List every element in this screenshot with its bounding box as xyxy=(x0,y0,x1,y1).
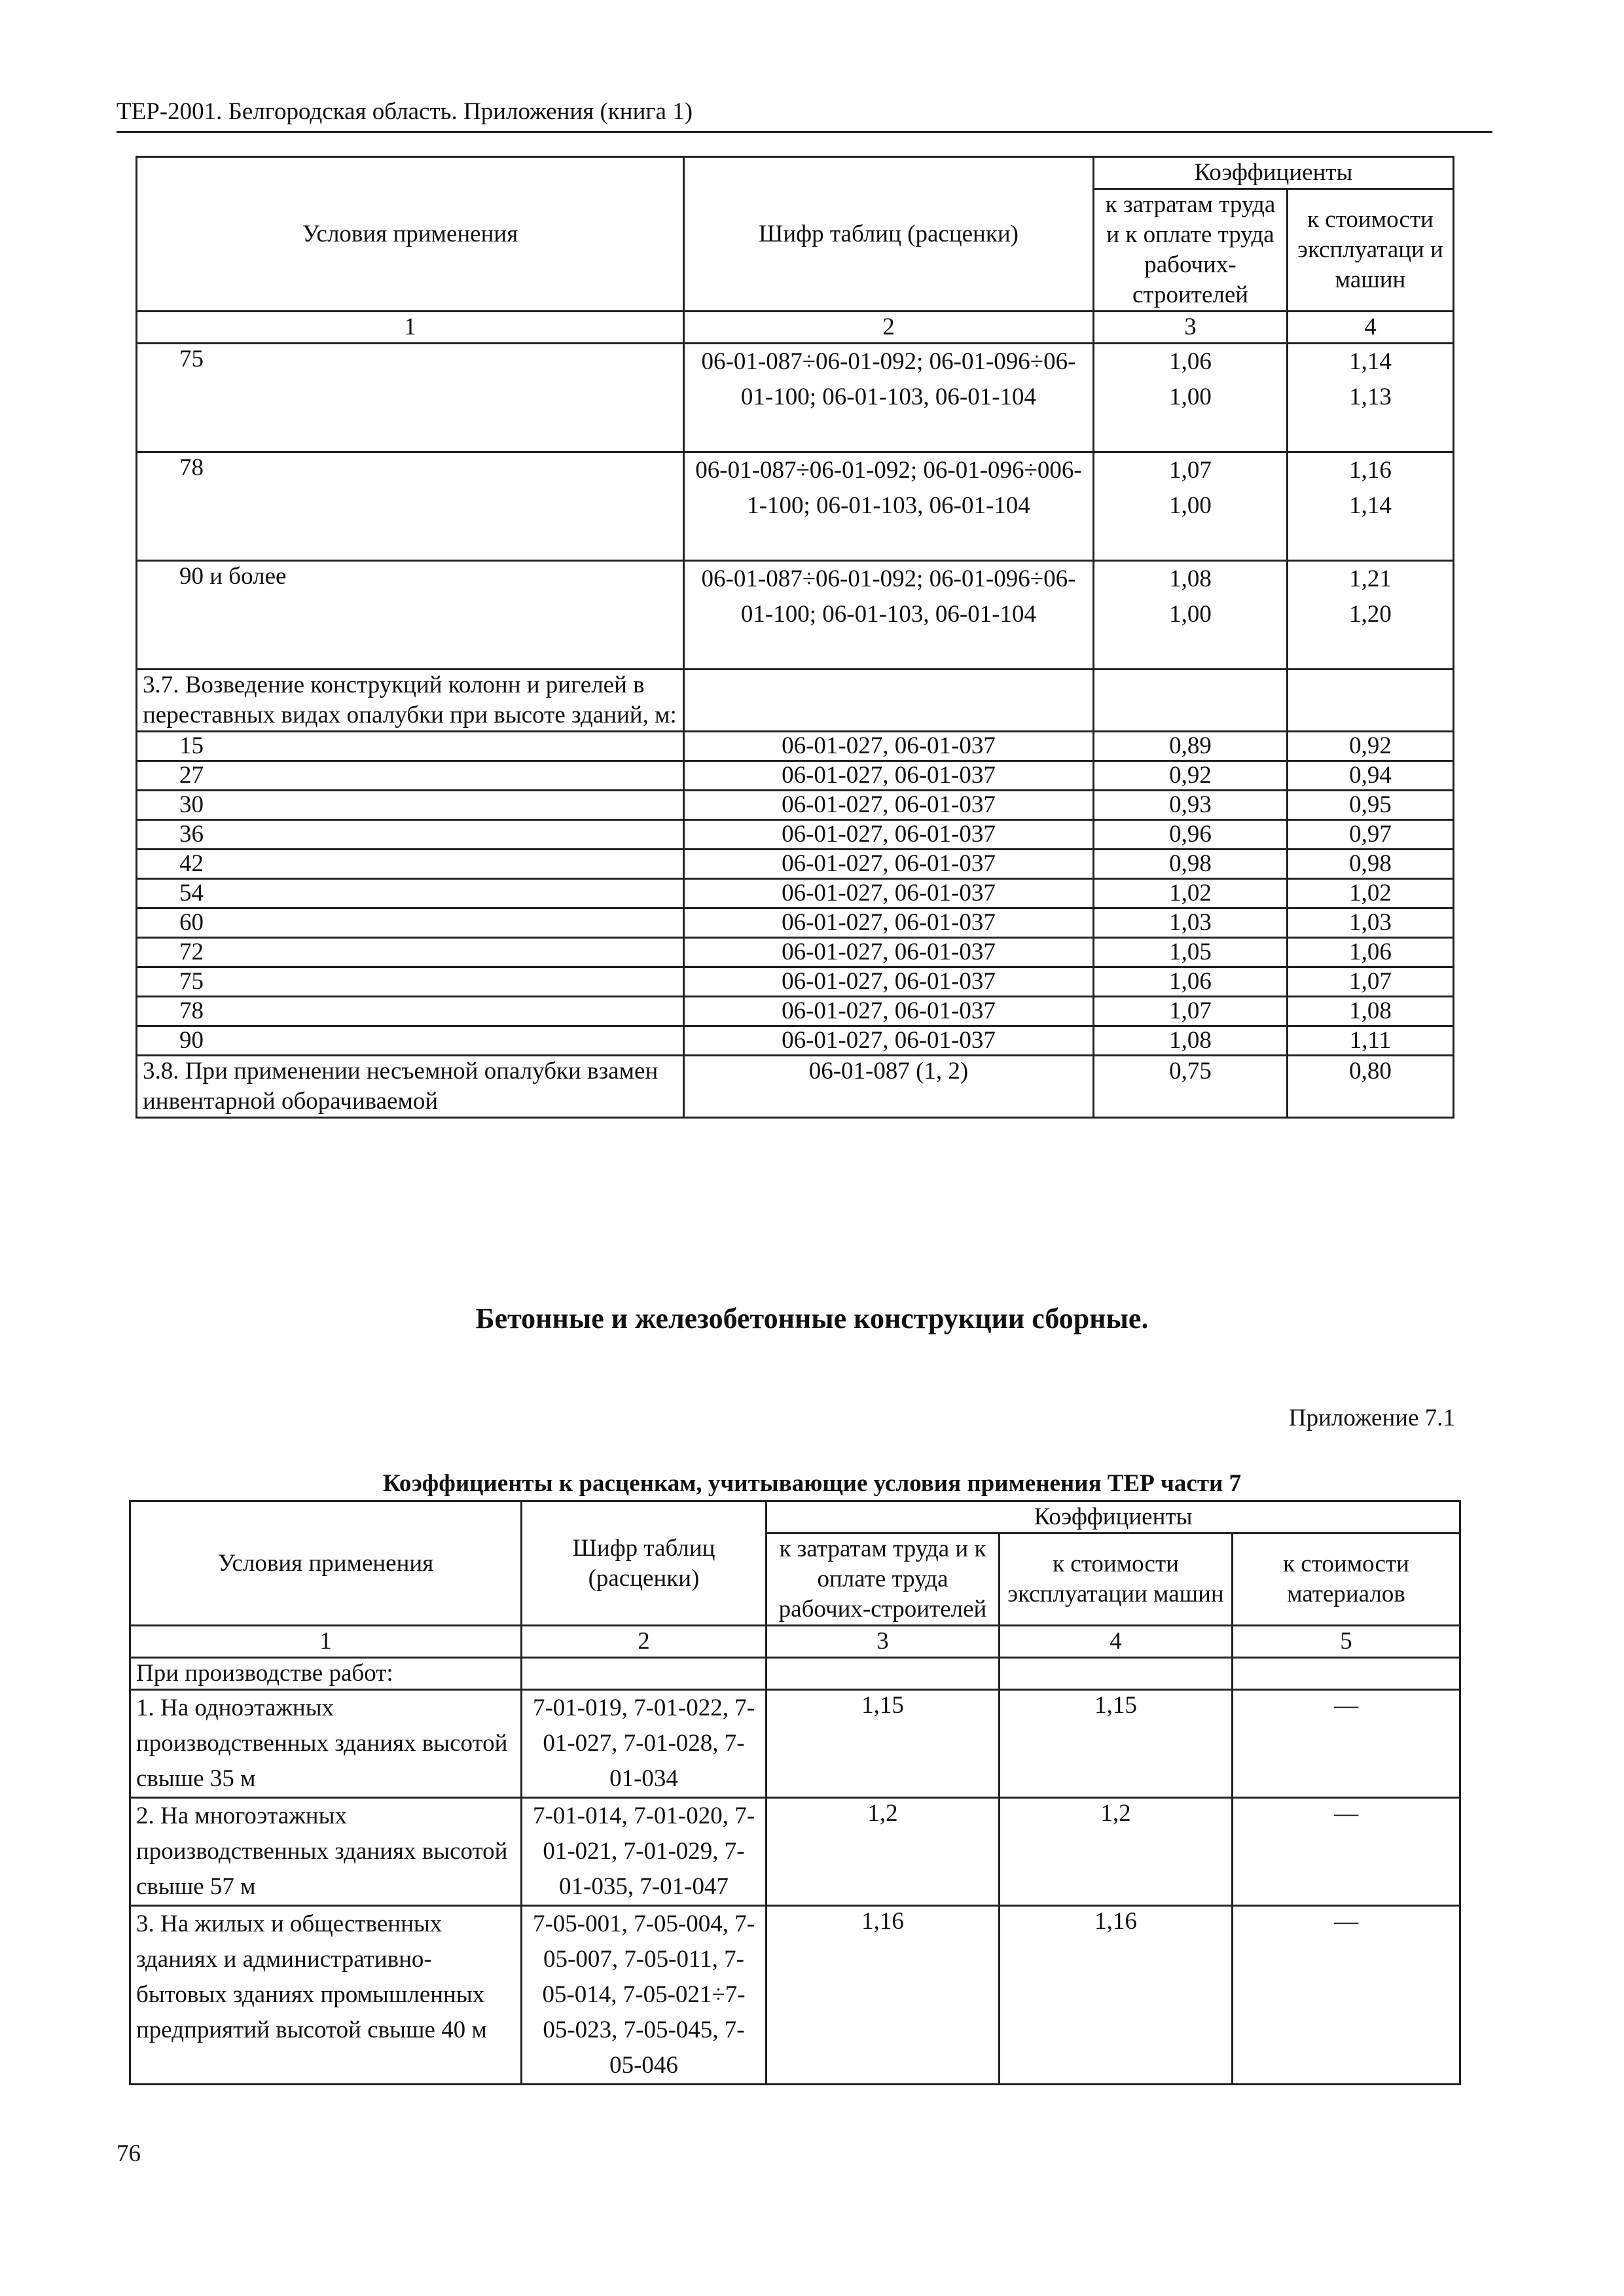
col-number: 1 xyxy=(130,1626,522,1658)
header-labor: к затратам труда и к оплате труда рабочих-строителей xyxy=(767,1534,1000,1626)
table-row xyxy=(137,820,1454,850)
col-number: 3 xyxy=(767,1626,1000,1658)
table-row xyxy=(137,1026,1454,1056)
cell-machines: 1,11 xyxy=(1288,1026,1454,1056)
cell-code: 06-01-027, 06-01-037 xyxy=(684,1026,1094,1056)
header-materials: к стоимости материалов xyxy=(1233,1534,1460,1626)
cell-condition: 90 и более xyxy=(137,561,684,670)
cell-machines: 0,98 xyxy=(1288,850,1454,879)
cell-condition: 1. На одноэтажных производственных зданиях высотой свыше 35 м xyxy=(130,1690,522,1798)
cell-code: 06-01-027, 06-01-037 xyxy=(684,938,1094,967)
table-row xyxy=(137,879,1454,908)
cell-condition: 90 xyxy=(137,1026,684,1056)
cell-condition: 78 xyxy=(137,452,684,561)
section-3-7-label: 3.7. Возведение конструкций колонн и ригелей в переставных видах опалубки при высоте зданий, м: xyxy=(137,670,684,732)
appendix-label: Приложение 7.1 xyxy=(1288,1405,1455,1431)
coefficients-table-precast xyxy=(129,1500,1461,2085)
cell-machines: 0,80 xyxy=(1288,1056,1454,1118)
cell-condition: 15 xyxy=(137,732,684,761)
col-number: 2 xyxy=(684,312,1094,344)
cell-code: 06-01-027, 06-01-037 xyxy=(684,791,1094,820)
header-code: Шифр таблиц (расценки) xyxy=(684,157,1094,312)
cell-condition: 2. На многоэтажных производственных зданиях высотой свыше 57 м xyxy=(130,1798,522,1906)
cell-machines: 1,02 xyxy=(1288,879,1454,908)
header-rule xyxy=(117,131,1492,133)
col-number: 2 xyxy=(522,1626,767,1658)
table-row xyxy=(137,344,1454,452)
cell-labor: 0,96 xyxy=(1094,820,1288,850)
cell-labor: 1,06 xyxy=(1094,967,1288,997)
cell-labor: 1,07 1,00 xyxy=(1094,452,1288,561)
cell-machines: 1,14 1,13 xyxy=(1288,344,1454,452)
cell-code: 06-01-027, 06-01-037 xyxy=(684,879,1094,908)
cell-labor: 0,75 xyxy=(1094,1056,1288,1118)
cell-intro: При производстве работ: xyxy=(130,1658,522,1690)
col-number: 4 xyxy=(1000,1626,1233,1658)
cell-machines: 1,06 xyxy=(1288,938,1454,967)
cell-machines: 1,2 xyxy=(1000,1798,1233,1906)
cell-condition: 75 xyxy=(137,967,684,997)
table-row-section-heading xyxy=(137,670,1454,732)
cell-machines: 0,97 xyxy=(1288,820,1454,850)
cell-labor: 0,89 xyxy=(1094,732,1288,761)
header-conditions: Условия применения xyxy=(137,157,684,312)
header-labor: к затратам труда и к оплате труда рабочих-строителей xyxy=(1094,189,1288,312)
header-coefficients: Коэффициенты xyxy=(1094,157,1454,189)
cell-code: 06-01-027, 06-01-037 xyxy=(684,997,1094,1026)
table-row xyxy=(130,1798,1460,1906)
cell-materials: — xyxy=(1233,1798,1460,1906)
cell-code: 06-01-027, 06-01-037 xyxy=(684,732,1094,761)
col-number: 5 xyxy=(1233,1626,1460,1658)
cell-condition: 78 xyxy=(137,997,684,1026)
cell-code: 06-01-027, 06-01-037 xyxy=(684,908,1094,938)
cell-code: 7-01-014, 7-01-020, 7-01-021, 7-01-029, 7-01-035, 7-01-047 xyxy=(522,1798,767,1906)
cell-machines: 0,94 xyxy=(1288,761,1454,791)
cell-labor: 1,06 1,00 xyxy=(1094,344,1288,452)
table-row xyxy=(137,850,1454,879)
cell-machines: 1,15 xyxy=(1000,1690,1233,1798)
cell-code: 06-01-027, 06-01-037 xyxy=(684,820,1094,850)
cell-machines: 1,16 1,14 xyxy=(1288,452,1454,561)
coefficients-table-monolithic xyxy=(135,156,1454,1119)
cell-labor: 0,93 xyxy=(1094,791,1288,820)
cell-labor: 1,02 xyxy=(1094,879,1288,908)
cell-labor: 1,07 xyxy=(1094,997,1288,1026)
table-row xyxy=(130,1690,1460,1798)
col-number: 1 xyxy=(137,312,684,344)
cell-code: 06-01-087 (1, 2) xyxy=(684,1056,1094,1118)
cell-machines: 1,21 1,20 xyxy=(1288,561,1454,670)
cell-labor: 0,98 xyxy=(1094,850,1288,879)
cell-labor: 1,03 xyxy=(1094,908,1288,938)
cell-condition: 42 xyxy=(137,850,684,879)
table-row xyxy=(130,1906,1460,2085)
header-machines: к стоимости эксплуатаци и машин xyxy=(1288,189,1454,312)
cell-materials: — xyxy=(1233,1690,1460,1798)
header-conditions: Условия применения xyxy=(130,1501,522,1626)
cell-condition: 60 xyxy=(137,908,684,938)
table-row xyxy=(137,791,1454,820)
cell-machines: 0,92 xyxy=(1288,732,1454,761)
page-number: 76 xyxy=(117,2140,141,2167)
cell-condition: 72 xyxy=(137,938,684,967)
cell-condition: 3. На жилых и общественных зданиях и административно-бытовых зданиях промышленных предприятий высотой свыше 40 м xyxy=(130,1906,522,2085)
running-header: ТЕР-2001. Белгородская область. Приложения (книга 1) xyxy=(117,98,693,125)
cell-condition: 27 xyxy=(137,761,684,791)
cell-machines: 1,16 xyxy=(1000,1906,1233,2085)
section-title: Бетонные и железобетонные конструкции сборные. xyxy=(475,1302,1149,1335)
cell-condition: 36 xyxy=(137,820,684,850)
table-row xyxy=(137,452,1454,561)
table-row xyxy=(137,938,1454,967)
cell-machines: 1,03 xyxy=(1288,908,1454,938)
table-caption: Коэффициенты к расценкам, учитывающие условия применения ТЕР части 7 xyxy=(382,1470,1242,1497)
cell-labor: 1,08 xyxy=(1094,1026,1288,1056)
header-coefficients: Коэффициенты xyxy=(767,1501,1460,1534)
table-row xyxy=(137,561,1454,670)
cell-code: 7-01-019, 7-01-022, 7-01-027, 7-01-028, 7-01-034 xyxy=(522,1690,767,1798)
col-number: 4 xyxy=(1288,312,1454,344)
table-row-intro xyxy=(130,1658,1460,1690)
cell-code: 06-01-027, 06-01-037 xyxy=(684,850,1094,879)
cell-labor: 1,08 1,00 xyxy=(1094,561,1288,670)
table-row xyxy=(137,967,1454,997)
cell-code: 06-01-027, 06-01-037 xyxy=(684,761,1094,791)
cell-machines: 1,07 xyxy=(1288,967,1454,997)
header-code: Шифр таблиц (расценки) xyxy=(522,1501,767,1626)
cell-code: 06-01-087÷06-01-092; 06-01-096÷06-01-100; 06-01-103, 06-01-104 xyxy=(684,561,1094,670)
col-number: 3 xyxy=(1094,312,1288,344)
cell-labor: 0,92 xyxy=(1094,761,1288,791)
cell-code: 06-01-087÷06-01-092; 06-01-096÷06-01-100; 06-01-103, 06-01-104 xyxy=(684,344,1094,452)
table-row xyxy=(137,761,1454,791)
cell-code: 06-01-087÷06-01-092; 06-01-096÷006-1-100; 06-01-103, 06-01-104 xyxy=(684,452,1094,561)
cell-code: 06-01-027, 06-01-037 xyxy=(684,967,1094,997)
cell-machines: 1,08 xyxy=(1288,997,1454,1026)
cell-labor: 1,05 xyxy=(1094,938,1288,967)
cell-materials: — xyxy=(1233,1906,1460,2085)
cell-condition: 75 xyxy=(137,344,684,452)
cell-condition: 30 xyxy=(137,791,684,820)
cell-labor: 1,16 xyxy=(767,1906,1000,2085)
cell-labor: 1,15 xyxy=(767,1690,1000,1798)
cell-code: 7-05-001, 7-05-004, 7-05-007, 7-05-011, 7-05-014, 7-05-021÷7-05-023, 7-05-045, 7-05-046 xyxy=(522,1906,767,2085)
table-row-section-3-8 xyxy=(137,1056,1454,1118)
cell-condition: 54 xyxy=(137,879,684,908)
cell-labor: 1,2 xyxy=(767,1798,1000,1906)
table-row xyxy=(137,732,1454,761)
cell-condition: 3.8. При применении несъемной опалубки взамен инвентарной оборачиваемой xyxy=(137,1056,684,1118)
cell-machines: 0,95 xyxy=(1288,791,1454,820)
table-row xyxy=(137,997,1454,1026)
table-row xyxy=(137,908,1454,938)
header-machines: к стоимости эксплуатации машин xyxy=(1000,1534,1233,1626)
